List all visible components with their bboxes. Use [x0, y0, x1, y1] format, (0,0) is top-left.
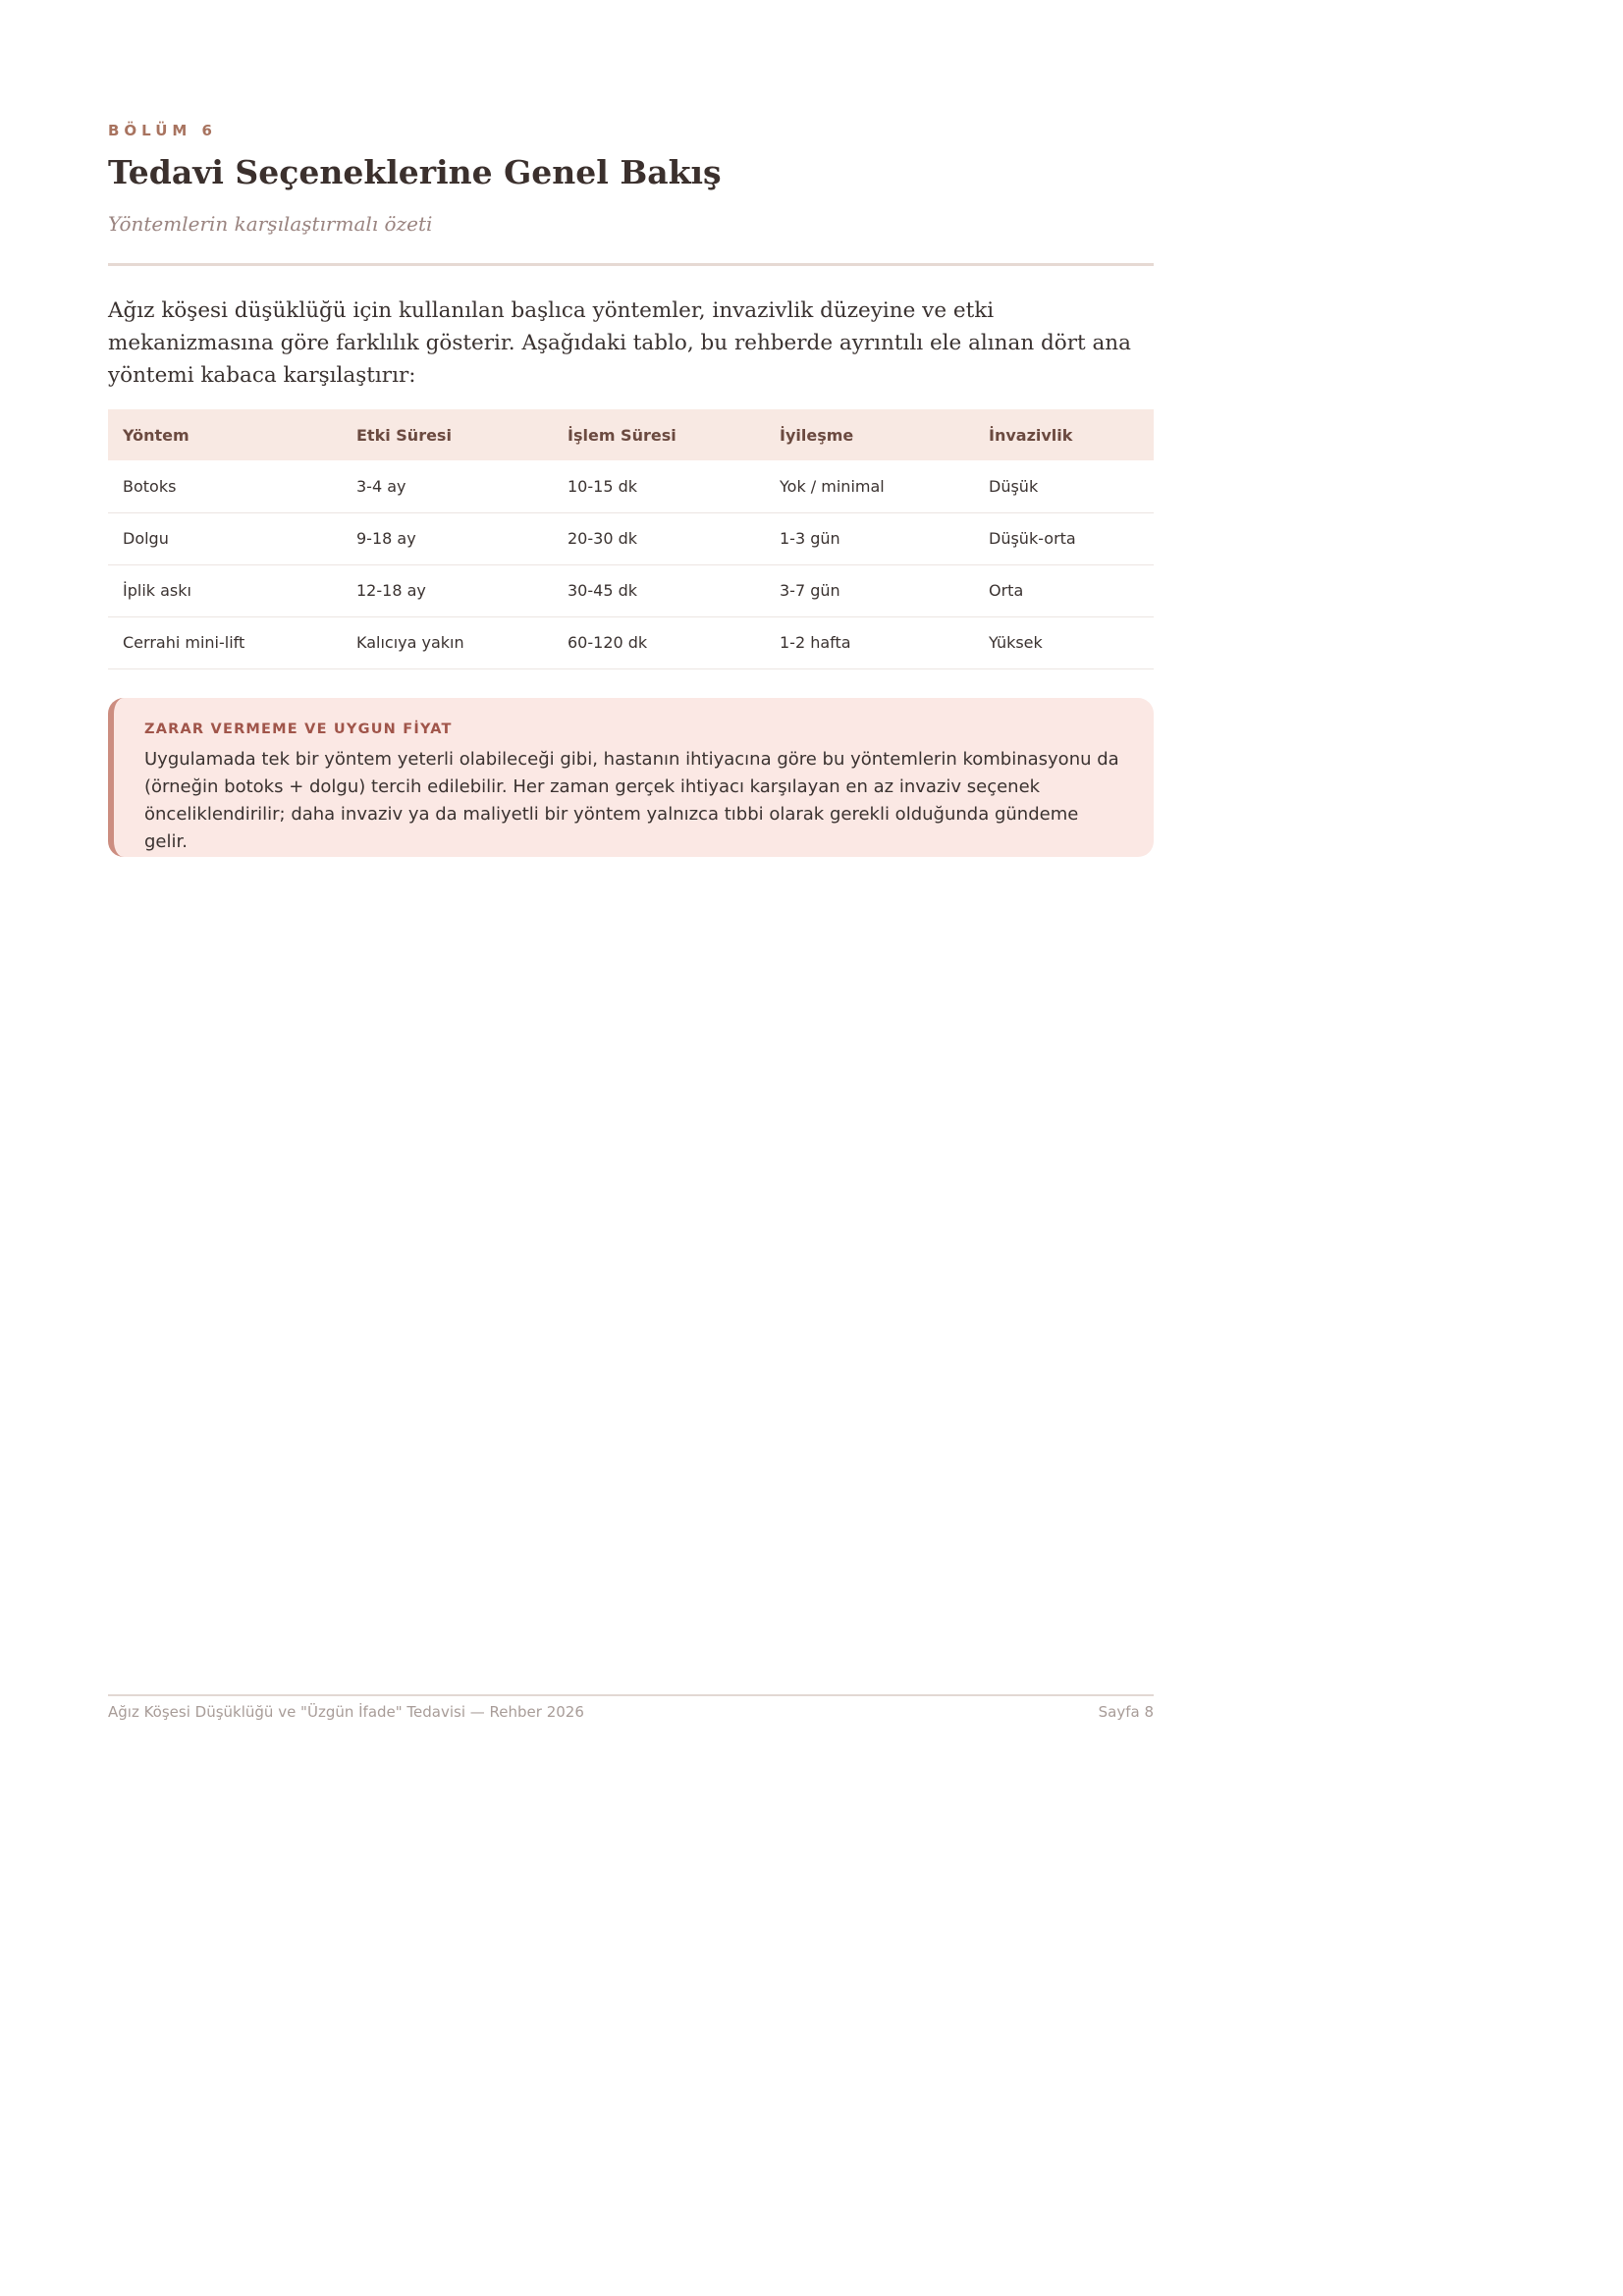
table-cell: Orta [974, 564, 1154, 616]
table-cell: 20-30 dk [553, 512, 765, 564]
table-cell: Düşük-orta [974, 512, 1154, 564]
page-number: Sayfa 8 [1098, 1703, 1154, 1721]
column-header-recovery: İyileşme [780, 425, 854, 445]
table-cell: 60-120 dk [553, 616, 765, 668]
footer-divider [108, 1694, 1154, 1696]
page-title: Tedavi Seçeneklerine Genel Bakış [108, 153, 722, 191]
chapter-label: BÖLÜM 6 [108, 122, 217, 139]
table-header-row [108, 409, 1154, 460]
table-cell: 30-45 dk [553, 564, 765, 616]
callout-body: Uygulamada tek bir yöntem yeterli olabileceği gibi, hastanın ihtiyacına göre bu yöntemlerin kombinasyonu da (örneğin botoks + dolgu) tercih edilebilir. Her zaman gerçek ihtiyacı karşılayan en az invaziv seçenek önceliklendirilir; daha invaziv ya da maliyetli bir yöntem yalnızca tıbbi olarak gerekli olduğunda gündeme gelir. [144, 749, 1119, 852]
table-row [108, 564, 1154, 616]
footer-document-title: Ağız Köşesi Düşüklüğü ve "Üzgün İfade" Tedavisi — Rehber 2026 [108, 1703, 584, 1721]
table-cell: Yüksek [974, 616, 1154, 668]
table-cell: Botoks [108, 460, 342, 512]
table-row [108, 616, 1154, 668]
column-header-method: Yöntem [123, 425, 189, 445]
table-cell: Kalıcıya yakın [342, 616, 553, 668]
table-cell: 1-3 gün [765, 512, 974, 564]
table-cell: Dolgu [108, 512, 342, 564]
table-cell: Düşük [974, 460, 1154, 512]
table-cell: 1-2 hafta [765, 616, 974, 668]
table-cell: 10-15 dk [553, 460, 765, 512]
table-row [108, 512, 1154, 564]
table-row [108, 460, 1154, 512]
comparison-table [108, 409, 1154, 669]
title-divider [108, 263, 1154, 266]
column-header-procedure-time: İşlem Süresi [568, 425, 676, 445]
table-cell: 3-4 ay [342, 460, 553, 512]
table-cell: 9-18 ay [342, 512, 553, 564]
page-subtitle: Yöntemlerin karşılaştırmalı özeti [108, 212, 433, 236]
table-cell: İplik askı [108, 564, 342, 616]
callout-title: ZARAR VERMEME VE UYGUN FİYAT [144, 721, 453, 737]
table-cell: 12-18 ay [342, 564, 553, 616]
column-header-duration: Etki Süresi [356, 425, 452, 445]
table-cell: Cerrahi mini-lift [108, 616, 342, 668]
table-cell: Yok / minimal [765, 460, 974, 512]
info-callout [108, 698, 1154, 857]
column-header-invasiveness: İnvazivlik [989, 425, 1073, 445]
intro-paragraph: Ağız köşesi düşüklüğü için kullanılan başlıca yöntemler, invazivlik düzeyine ve etki mekanizmasına göre farklılık gösterir. Aşağıdaki tablo, bu rehberde ayrıntılı ele alınan dört ana yöntemi kabaca karşılaştırır: [108, 298, 1131, 388]
table-cell: 3-7 gün [765, 564, 974, 616]
